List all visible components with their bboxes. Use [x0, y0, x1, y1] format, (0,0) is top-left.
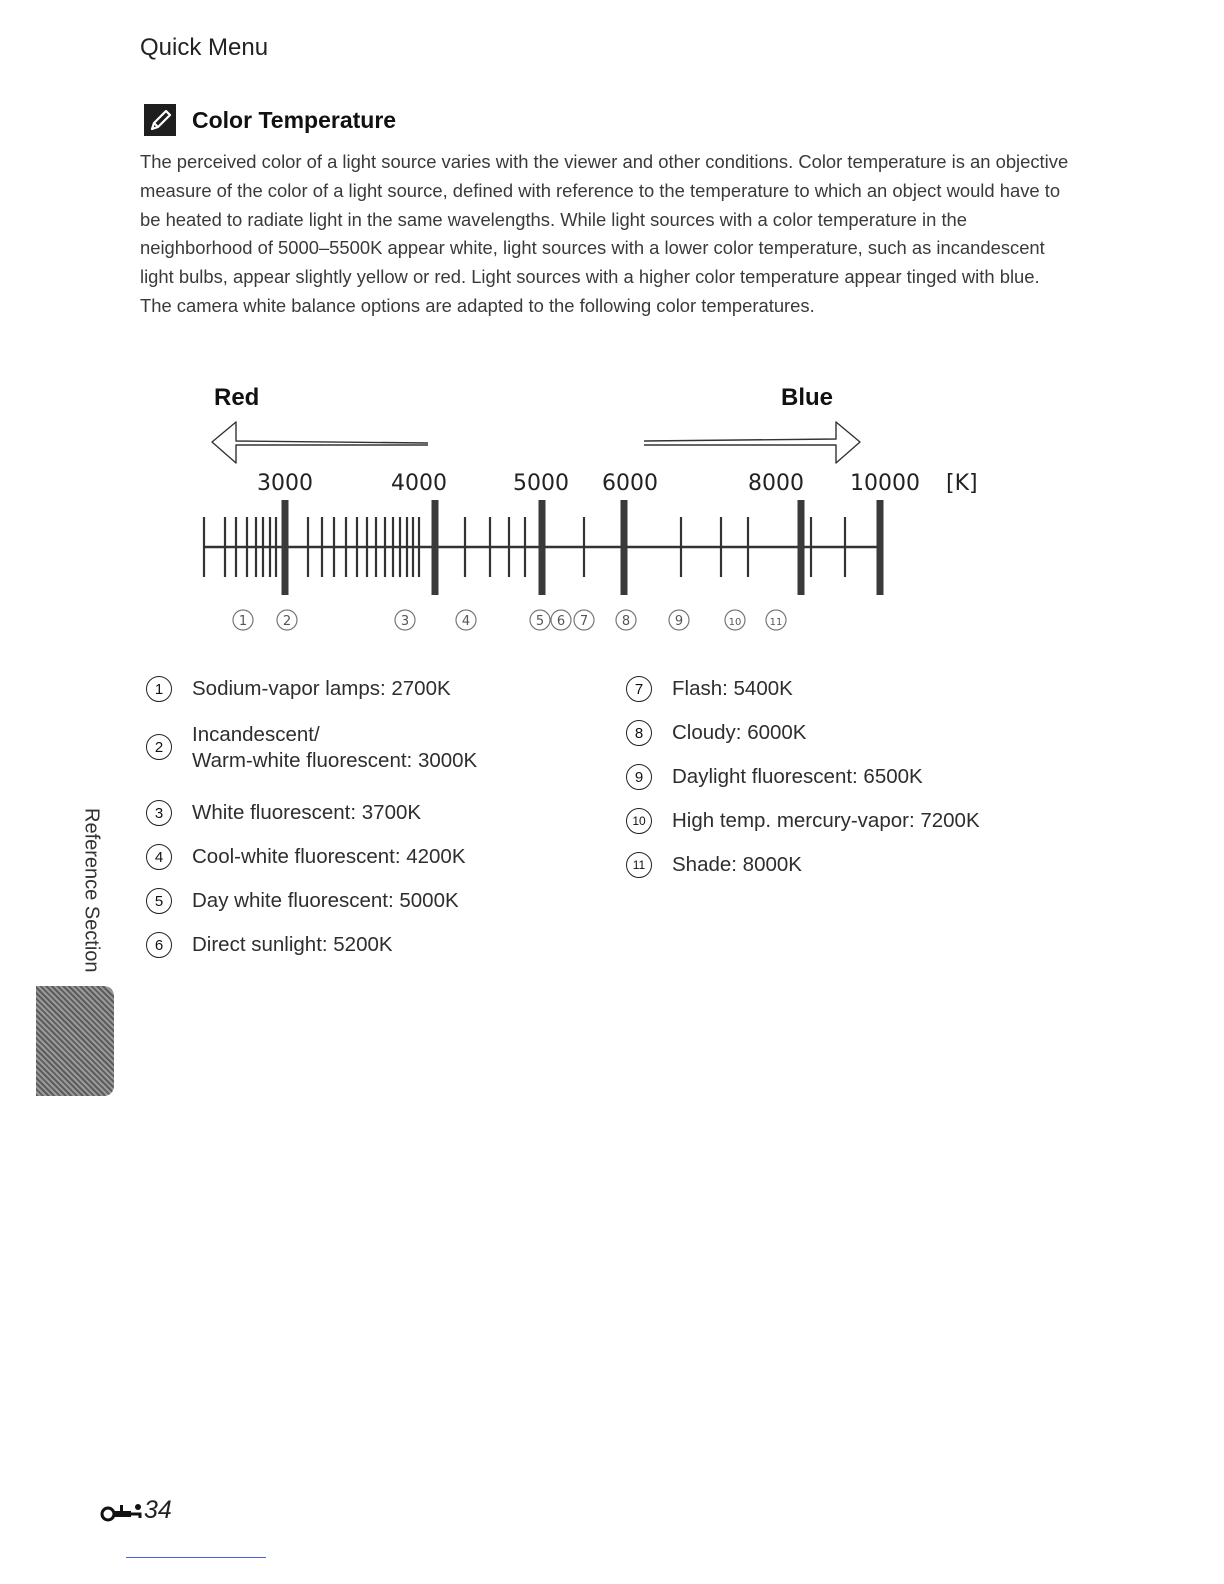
right-arrow: [644, 422, 860, 463]
marker-3: [395, 610, 415, 630]
major-tick: [877, 500, 884, 595]
marker-number: 11: [769, 617, 783, 628]
major-tick: [432, 500, 439, 595]
left-arrow: [212, 422, 428, 463]
marker-number: 4: [461, 614, 471, 629]
major-tick: [798, 500, 805, 595]
legend-number-9: 9: [626, 764, 652, 790]
legend-text-11: Shade: 8000K: [672, 853, 802, 876]
marker-9: [669, 610, 689, 630]
legend-item-6: [146, 932, 586, 976]
legend-number-7: 7: [626, 676, 652, 702]
marker-10: [725, 610, 745, 630]
scale-label-6000: 6000: [602, 471, 658, 496]
page-header-title: Quick Menu: [140, 34, 269, 61]
footer: [100, 1496, 172, 1525]
marker-number: 8: [621, 614, 631, 629]
scale-label-3000: 3000: [257, 471, 313, 496]
marker-1: [233, 610, 253, 630]
major-tick: [282, 500, 289, 595]
legend-text-8: Cloudy: 6000K: [672, 721, 807, 744]
color-temperature-diagram: [0, 370, 1224, 650]
section-title: Color Temperature: [192, 106, 397, 133]
marker-number: 3: [400, 614, 410, 629]
marker-5: [530, 610, 550, 630]
major-tick: [621, 500, 628, 595]
legend-number-11: 11: [626, 852, 652, 878]
footer-rule: [126, 1557, 266, 1558]
scale-label-4000: 4000: [391, 471, 447, 496]
legend-number-3: 3: [146, 800, 172, 826]
unit-label: [K]: [946, 471, 978, 496]
legend-item-9: [626, 764, 1086, 808]
marker-2: [277, 610, 297, 630]
legend-text-4: Cool-white fluorescent: 4200K: [192, 845, 466, 868]
pencil-note-icon: [144, 104, 176, 136]
red-label: Red: [214, 384, 260, 411]
legend-text-5: Day white fluorescent: 5000K: [192, 889, 459, 912]
side-tab-block: [36, 986, 114, 1096]
legend-number-2: 2: [146, 734, 172, 760]
legend-item-2: [146, 722, 586, 800]
legend-text-10: High temp. mercury-vapor: 7200K: [672, 809, 980, 832]
side-tab-label: [76, 800, 106, 980]
legend-item-7: [626, 676, 1086, 720]
marker-number: 2: [282, 614, 292, 629]
marker-6: [551, 610, 571, 630]
legend-number-6: 6: [146, 932, 172, 958]
marker-number: 10: [728, 617, 742, 628]
legend-text-3: White fluorescent: 3700K: [192, 801, 422, 824]
intro-paragraph: The perceived color of a light source varies with the viewer and other conditions. Color temperature is an objective measure of the color of a light source, defined with reference to the temperature to which an object would have to be heated to radiate light in the same wavelengths. While light sources with a color temperature in the neighborhood of 5000–5500K appear white, light sources with a lower color temperature, such as incandescent light bulbs, appear slightly yellow or red. Light sources with a higher color temperature appear tinged with blue. The camera white balance options are adapted to the following color temperatures.: [140, 151, 1069, 316]
marker-number: 5: [535, 614, 545, 629]
section-heading: [144, 102, 396, 138]
marker-8: [616, 610, 636, 630]
scale-label-10000: 10000: [850, 471, 920, 496]
legend-text-7: Flash: 5400K: [672, 677, 793, 700]
legend-item-1: [146, 676, 586, 716]
legend-text-2: Incandescent/ Warm-white fluorescent: 3000K: [192, 723, 478, 772]
legend-text-9: Daylight fluorescent: 6500K: [672, 765, 923, 788]
legend-number-5: 5: [146, 888, 172, 914]
marker-11: [766, 610, 786, 630]
legend-number-8: 8: [626, 720, 652, 746]
page-number: 34: [144, 1496, 172, 1524]
marker-number: 7: [579, 614, 589, 629]
legend-item-3: [146, 800, 586, 844]
legend-item-4: [146, 844, 586, 888]
legend-left-column: [146, 676, 586, 976]
marker-number: 9: [674, 614, 684, 629]
scale-label-5000: 5000: [513, 471, 569, 496]
legend-text-1: Sodium-vapor lamps: 2700K: [192, 677, 451, 700]
legend-text-6: Direct sunlight: 5200K: [192, 933, 393, 956]
blue-label: Blue: [781, 384, 834, 411]
legend-item-8: [626, 720, 1086, 764]
legend-right-column: [626, 676, 1086, 896]
legend-item-11: [626, 852, 1086, 896]
marker-7: [574, 610, 594, 630]
marker-number: 6: [556, 614, 566, 629]
marker-number: 1: [238, 614, 248, 629]
major-tick: [539, 500, 546, 595]
scale-label-8000: 8000: [748, 471, 804, 496]
legend-number-1: 1: [146, 676, 172, 702]
legend-item-10: [626, 808, 1086, 852]
marker-4: [456, 610, 476, 630]
legend-number-4: 4: [146, 844, 172, 870]
reference-section-icon: [100, 1499, 144, 1523]
legend-number-10: 10: [626, 808, 652, 834]
reference-section-label: Reference Section: [80, 807, 103, 973]
legend-item-5: [146, 888, 586, 932]
